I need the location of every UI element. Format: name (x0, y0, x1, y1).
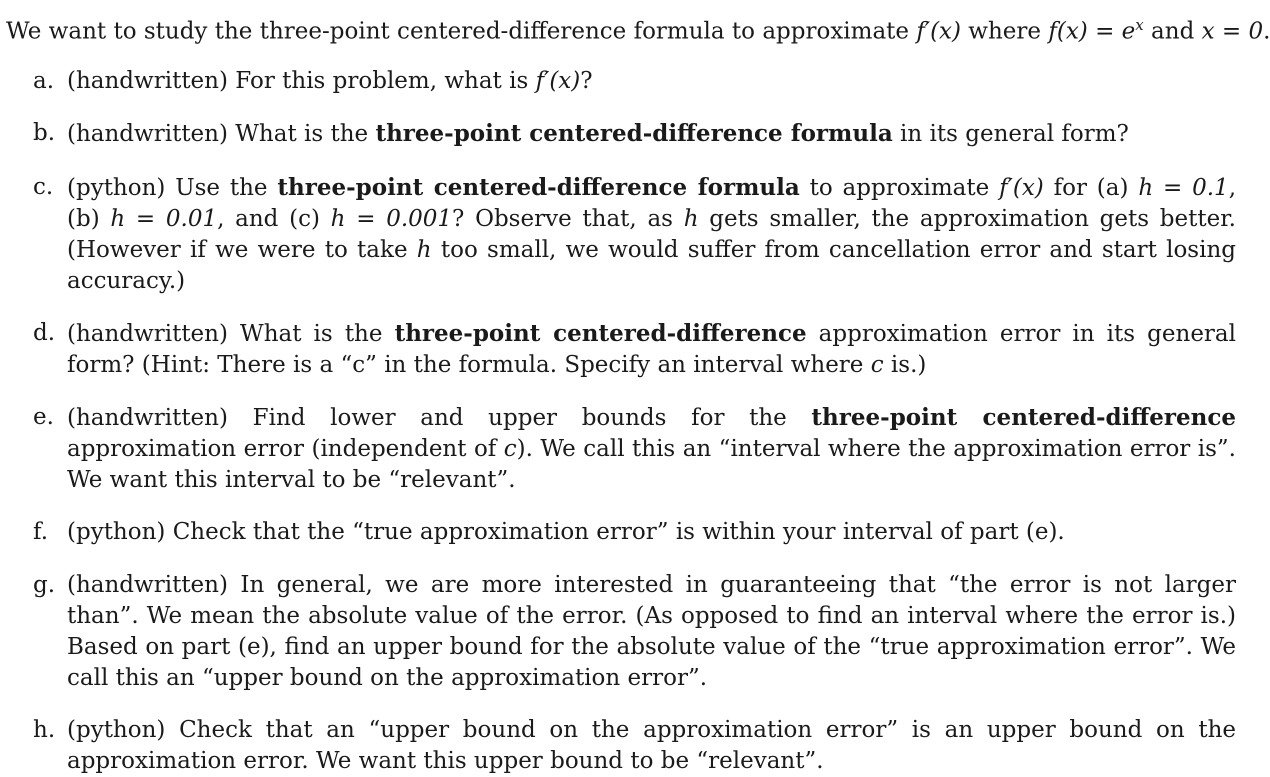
question-h (0, 715, 1242, 777)
question-kind: (handwritten) (67, 321, 228, 347)
problem-intro (6, 10, 1270, 47)
question-text: ? (580, 68, 593, 94)
question-text: ). We call this an “interval where the approximation error is”. We want this interval to be “relevant”. (67, 436, 1236, 493)
bold-term: three-point centered-difference formula (277, 174, 800, 201)
question-e (0, 402, 1242, 496)
question-text: gets smaller, the approximation gets better. (However if we were to take (67, 206, 1236, 263)
question-text: to approximate (799, 175, 1000, 201)
question-text: Check that an “upper bound on the approximation error” is an upper bound on the approximation error. We want this upper bound to be “relevant”. (67, 717, 1236, 774)
math-h: h = 0.001 (330, 206, 453, 232)
question-kind: (handwritten) (67, 121, 228, 147)
math-h: h = 0.1 (1138, 175, 1229, 201)
question-text: What is the (227, 121, 376, 147)
question-label: h. (33, 717, 56, 743)
question-list (0, 66, 1242, 777)
question-text: is.) (883, 352, 927, 378)
question-kind: (handwritten) (67, 405, 228, 431)
question-label: d. (33, 320, 56, 346)
question-text: What is the (227, 321, 395, 347)
math-fprime: f′(x) (535, 68, 581, 94)
question-label: f. (33, 519, 49, 545)
question-c (0, 172, 1242, 297)
math-fprime: f′(x) (999, 175, 1044, 201)
math-c: c (503, 436, 517, 462)
math-c: c (870, 352, 884, 378)
question-text: ? Observe that, as (452, 206, 684, 232)
question-text: Check that the “true approximation error” is within your interval of part (e). (165, 519, 1065, 545)
question-text: in its general form? (892, 121, 1129, 147)
question-text: , (b) (67, 175, 1236, 232)
intro-exponent: x (1135, 16, 1144, 34)
question-g (0, 570, 1242, 694)
question-kind: (python) (67, 519, 166, 545)
math-h: h (683, 206, 699, 232)
question-text: For this problem, what is (227, 68, 536, 94)
intro-text-4: . (1263, 18, 1270, 45)
question-kind: (handwritten) (67, 68, 228, 94)
intro-text-3: and (1143, 18, 1202, 45)
question-f (0, 517, 1242, 548)
math-h: h (416, 237, 432, 263)
question-d (0, 318, 1242, 381)
intro-fx: f(x) = e (1048, 18, 1136, 45)
bold-term: three-point centered-difference formula (375, 120, 893, 147)
question-label: e. (33, 404, 54, 430)
question-kind: (handwritten) (67, 572, 228, 598)
intro-text-1: We want to study the three-point centered-difference formula to approximate (6, 18, 917, 45)
question-label: g. (33, 572, 56, 598)
question-text: approximation error in its general form? (Hint: There is a “c” in the formula. Specify an interval where (67, 321, 1236, 378)
intro-text-2: where (961, 18, 1049, 45)
question-kind: (python) (67, 175, 166, 201)
intro-x0: x = 0 (1201, 18, 1264, 45)
question-b (0, 118, 1242, 150)
bold-term: three-point centered-difference (811, 404, 1236, 431)
question-text: approximation error (independent of (67, 436, 504, 462)
question-label: c. (33, 174, 54, 200)
bold-term: three-point centered-difference (394, 320, 807, 347)
question-text: In general, we are more interested in guaranteeing that “the error is not larger than”. We mean the absolute value of the error. (As opposed to find an interval where the error is.) Based on part (e), find an upper bound for the absolute value of the “true approximation error”. We call this an “upper bound on the approximation error”. (67, 572, 1236, 691)
question-text: for (a) (1043, 175, 1139, 201)
math-h: h = 0.01 (110, 206, 218, 232)
question-label: a. (33, 68, 55, 94)
question-text: , and (c) (217, 206, 331, 232)
question-a (0, 66, 1242, 97)
intro-fprime: f′(x) (916, 18, 961, 45)
question-kind: (python) (67, 717, 166, 743)
question-text: too small, we would suffer from cancellation error and start losing accuracy.) (67, 237, 1236, 294)
question-label: b. (33, 120, 56, 146)
question-text: Use the (165, 175, 278, 201)
question-text: Find lower and upper bounds for the (227, 405, 812, 431)
